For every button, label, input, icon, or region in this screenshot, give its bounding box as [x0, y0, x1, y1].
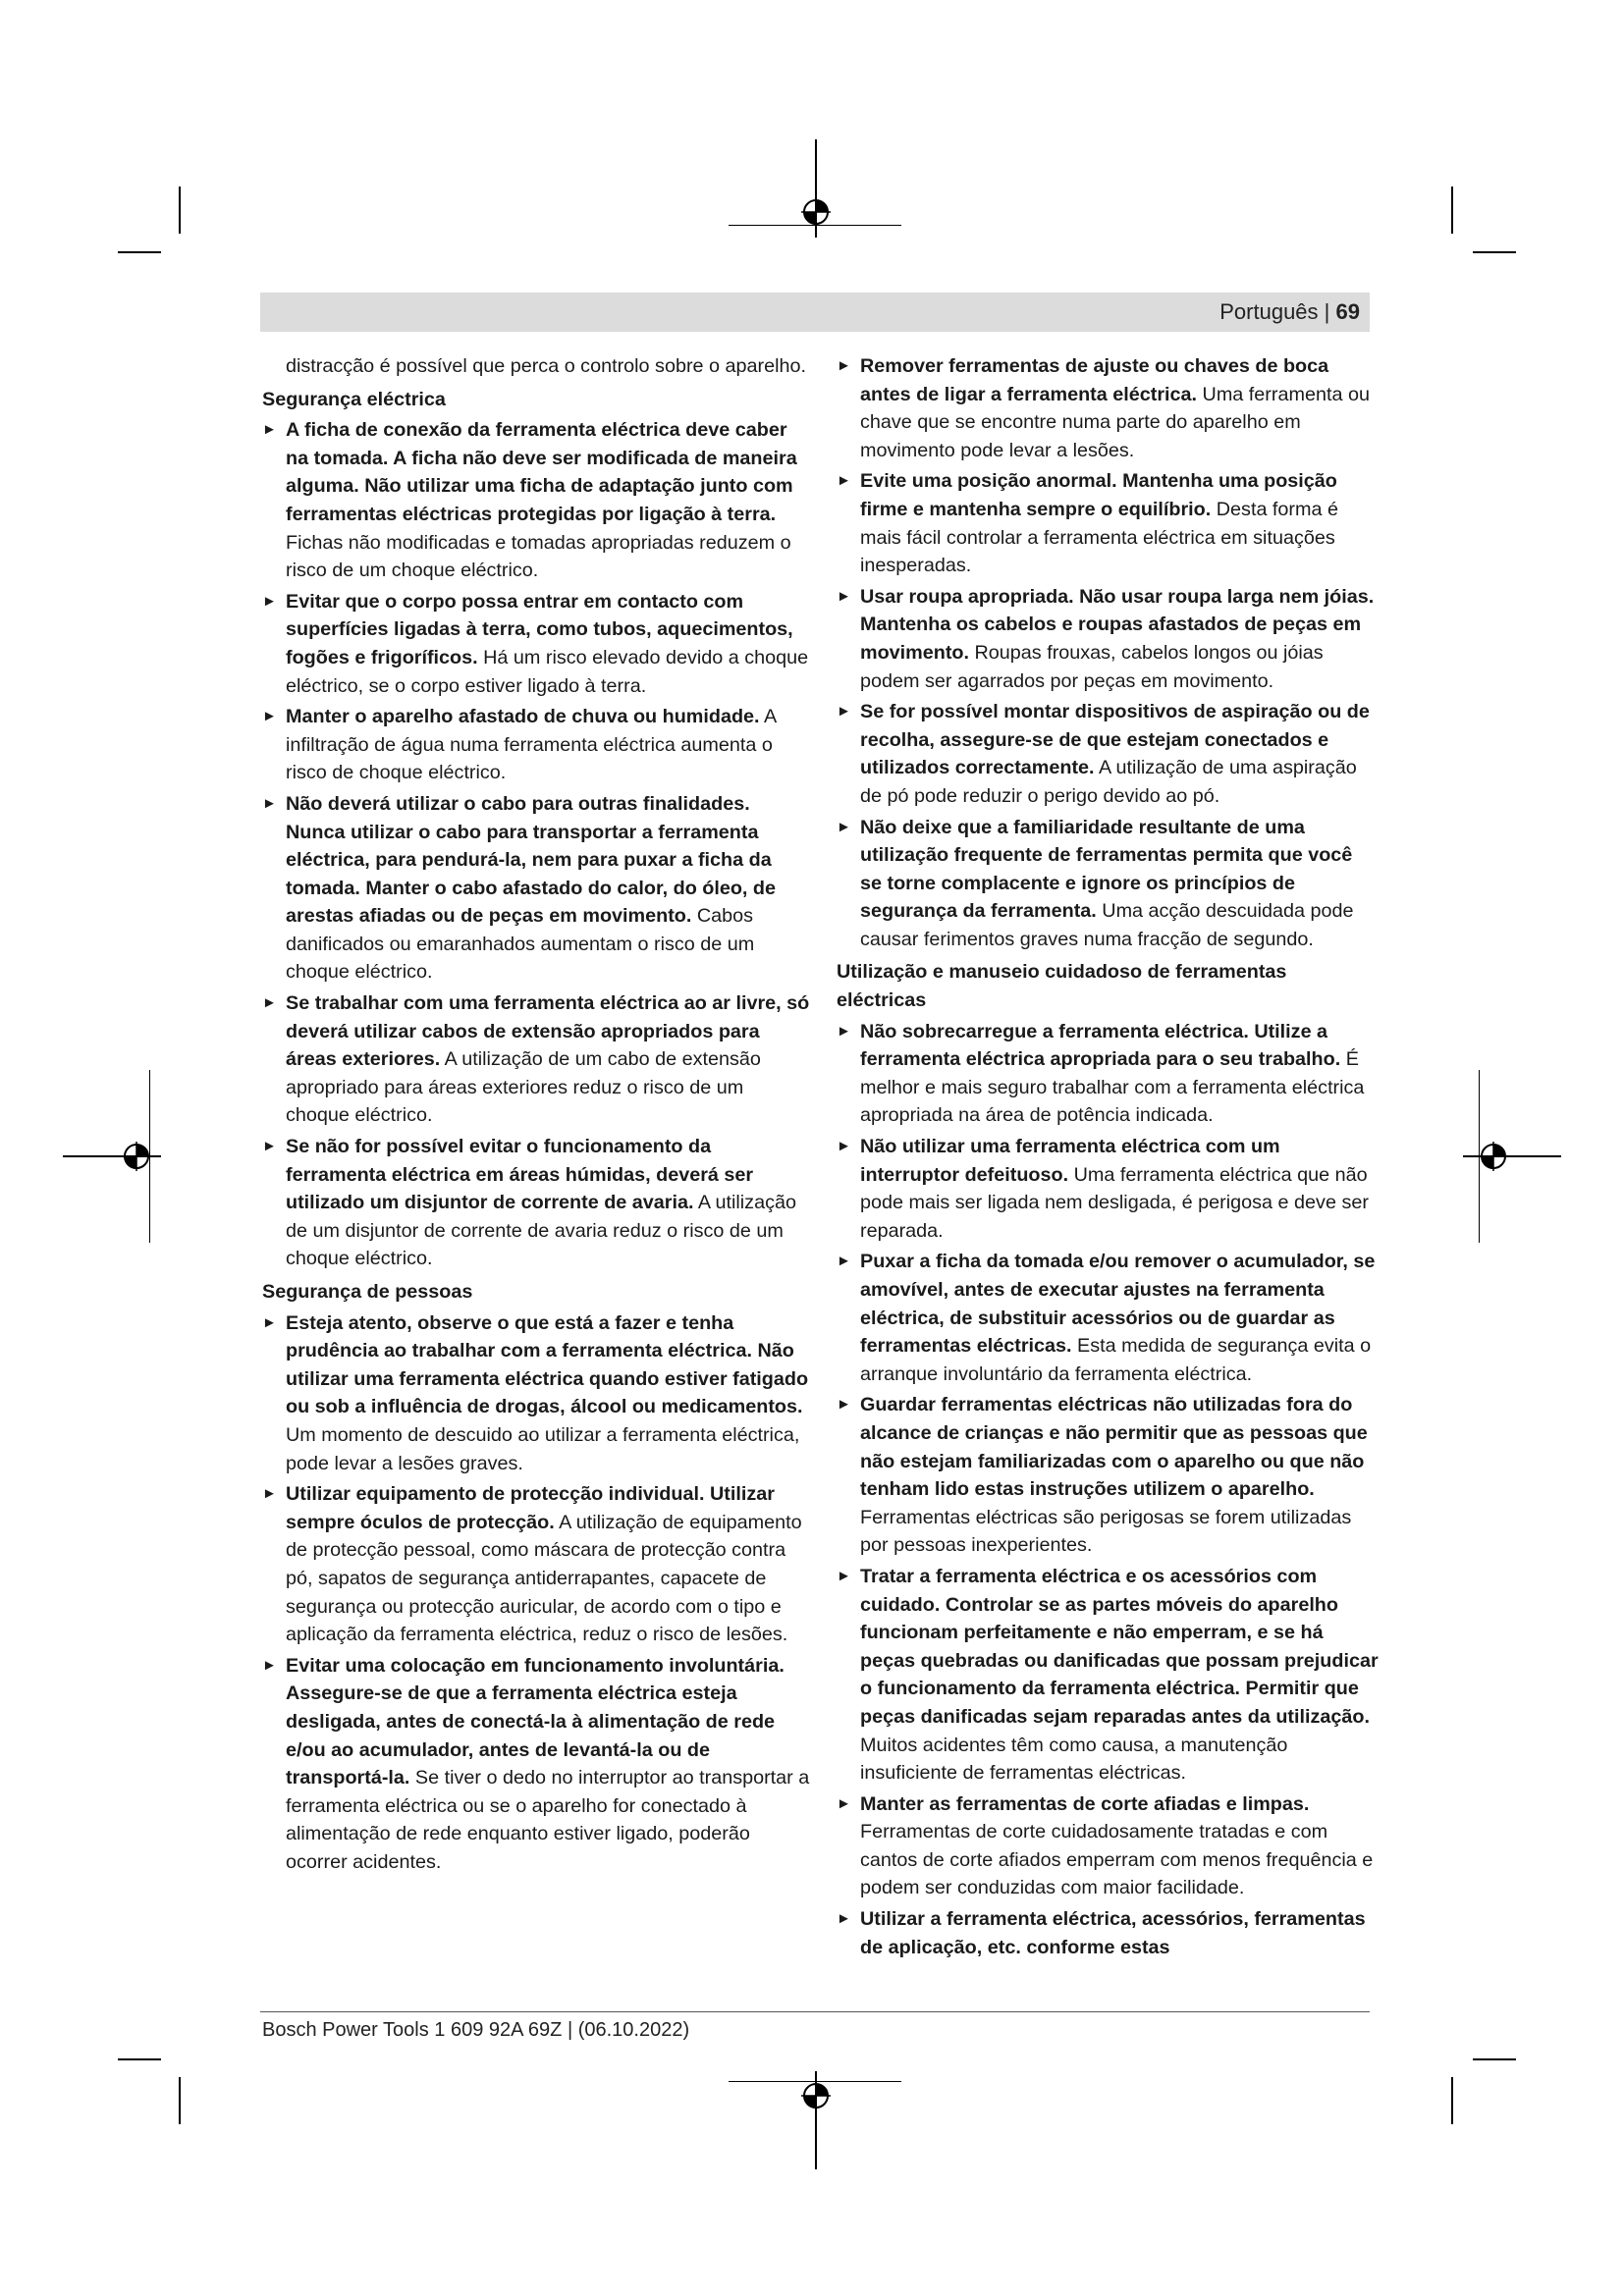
- header-separator: |: [1324, 299, 1330, 324]
- registration-target-icon: [1479, 1142, 1508, 1171]
- bullet-arrow-icon: ►: [262, 421, 277, 439]
- right-column: [837, 352, 1379, 1964]
- crop-mark: [179, 187, 181, 234]
- intro-text: distracção é possível que perca o controlo sobre o aparelho.: [286, 355, 807, 377]
- electrical-list: [262, 416, 812, 1273]
- use-list: [837, 1018, 1379, 1962]
- bullet-arrow-icon: ►: [837, 1138, 851, 1155]
- bullet-arrow-icon: ►: [837, 1396, 851, 1414]
- list-item: ► Evitar uma colocação em funcionamento involuntária. Assegure-se de que a ferramenta eléctrica esteja desligada, antes de conectá-la à alimentação de rede e/ou ao acumulador, antes de levantá-la ou de transportá-la. Se tiver o dedo no interruptor ao transportar a ferramenta eléctrica ou se o aparelho for conectado à alimentação de rede enquanto estiver ligado, poderão ocorrer acidentes.: [262, 1652, 812, 1877]
- list-item: ► Remover ferramentas de ajuste ou chaves de boca antes de ligar a ferramenta eléctrica. Uma ferramenta ou chave que se encontre numa parte do aparelho em movimento pode levar a lesões.: [837, 352, 1379, 464]
- header-text: [1219, 299, 1360, 325]
- bullet-arrow-icon: ►: [262, 1313, 277, 1331]
- section-heading-electrical: Segurança eléctrica: [262, 388, 446, 410]
- list-item: ► Puxar a ficha da tomada e/ou remover o acumulador, se amovível, antes de executar ajustes na ferramenta eléctrica, de substituir acessórios ou de guardar as ferramentas eléctricas. Esta medida de segurança evita o arranque involuntário da ferramenta eléctrica.: [837, 1248, 1379, 1388]
- list-item: ► Usar roupa apropriada. Não usar roupa larga nem jóias. Mantenha os cabelos e roupas afastados de peças em movimento. Roupas frouxas, cabelos longos ou jóias podem ser agarrados por peças em movimento.: [837, 583, 1379, 695]
- bullet-arrow-icon: ►: [837, 472, 851, 490]
- crop-mark: [118, 251, 161, 253]
- list-item: ► Evitar que o corpo possa entrar em contacto com superfícies ligadas à terra, como tubos, aquecimentos, fogões e frigoríficos. Há um risco elevado devido a choque eléctrico, se o corpo estiver ligado à terra.: [262, 588, 812, 700]
- page-number: 69: [1335, 299, 1360, 324]
- page-header: [260, 293, 1370, 332]
- bullet-arrow-icon: ►: [262, 1138, 277, 1155]
- list-item: ► Utilizar equipamento de protecção individual. Utilizar sempre óculos de protecção. A utilização de equipamento de protecção pessoal, como máscara de protecção contra pó, sapatos de segurança antiderrapantes, capacete de segurança ou protecção auricular, de acordo com o tipo e aplicação da ferramenta eléctrica, reduz o risco de lesões.: [262, 1480, 812, 1649]
- list-item: ► Tratar a ferramenta eléctrica e os acessórios com cuidado. Controlar se as partes móveis do aparelho funcionam perfeitamente e não emperram, e se há peças quebradas ou danificadas que possam prejudicar o funcionamento da ferramenta eléctrica. Permitir que peças danificadas sejam reparadas antes da utilização. Muitos acidentes têm como causa, a manutenção insuficiente de ferramentas eléctricas.: [837, 1563, 1379, 1788]
- bullet-arrow-icon: ►: [262, 1485, 277, 1503]
- bullet-arrow-icon: ►: [837, 1567, 851, 1584]
- list-item: ► Evite uma posição anormal. Mantenha uma posição firme e mantenha sempre o equilíbrio. Desta forma é mais fácil controlar a ferramenta eléctrica em situações inesperadas.: [837, 467, 1379, 579]
- list-item: ► Não sobrecarregue a ferramenta eléctrica. Utilize a ferramenta eléctrica apropriada para o seu trabalho. É melhor e mais seguro trabalhar com a ferramenta eléctrica apropriada na área de potência indicada.: [837, 1018, 1379, 1130]
- crop-mark: [1451, 187, 1453, 234]
- crop-mark: [1451, 2077, 1453, 2124]
- left-column: [262, 352, 812, 1879]
- list-item: ► Não deixe que a familiaridade resultante de uma utilização frequente de ferramentas permita que você se torne complacente e ignore os princípios de segurança da ferramenta. Uma acção descuidada pode causar ferimentos graves numa fracção de segundo.: [837, 814, 1379, 954]
- list-item: ► Não utilizar uma ferramenta eléctrica com um interruptor defeituoso. Uma ferramenta eléctrica que não pode mais ser ligada nem desligada, é perigosa e deve ser reparada.: [837, 1133, 1379, 1245]
- crop-mark: [118, 2058, 161, 2060]
- bullet-arrow-icon: ►: [837, 703, 851, 721]
- bullet-arrow-icon: ►: [262, 592, 277, 610]
- bullet-arrow-icon: ►: [837, 818, 851, 835]
- bullet-arrow-icon: ►: [262, 1656, 277, 1674]
- list-item: ► Se não for possível evitar o funcionamento da ferramenta eléctrica em áreas húmidas, deverá ser utilizado um disjuntor de corrente de avaria. A utilização de um disjuntor de corrente de avaria reduz o risco de um choque eléctrico.: [262, 1133, 812, 1273]
- list-item: ► A ficha de conexão da ferramenta eléctrica deve caber na tomada. A ficha não deve ser modificada de maneira alguma. Não utilizar uma ficha de adaptação junto com ferramentas eléctricas protegidas por ligação à terra. Fichas não modificadas e tomadas apropriadas reduzem o risco de um choque eléctrico.: [262, 416, 812, 585]
- bullet-arrow-icon: ►: [262, 994, 277, 1012]
- list-item: ► Não deverá utilizar o cabo para outras finalidades. Nunca utilizar o cabo para transportar a ferramenta eléctrica, para pendurá-la, nem para puxar a ficha da tomada. Manter o cabo afastado do calor, do óleo, de arestas afiadas ou de peças em movimento. Cabos danificados ou emaranhados aumentam o risco de um choque eléctrico.: [262, 790, 812, 987]
- registration-target-icon: [122, 1142, 151, 1171]
- section-heading-persons: Segurança de pessoas: [262, 1281, 473, 1303]
- list-item: ► Guardar ferramentas eléctricas não utilizadas fora do alcance de crianças e não permitir que as pessoas que não estejam familiarizadas com o aparelho ou que não tenham lido estas instruções utilizem o aparelho. Ferramentas eléctricas são perigosas se forem utilizadas por pessoas inexperientes.: [837, 1391, 1379, 1560]
- bullet-arrow-icon: ►: [837, 1022, 851, 1040]
- crop-mark: [179, 2077, 181, 2124]
- list-item: ► Utilizar a ferramenta eléctrica, acessórios, ferramentas de aplicação, etc. conforme estas: [837, 1905, 1379, 1961]
- list-item: ► Manter o aparelho afastado de chuva ou humidade. A infiltração de água numa ferramenta eléctrica aumenta o risco de choque eléctrico.: [262, 703, 812, 787]
- persons-list: [262, 1309, 812, 1877]
- bullet-arrow-icon: ►: [837, 1794, 851, 1812]
- list-item: ► Se trabalhar com uma ferramenta eléctrica ao ar livre, só deverá utilizar cabos de extensão apropriados para áreas exteriores. A utilização de um cabo de extensão apropriado para áreas exteriores reduz o risco de um choque eléctrico.: [262, 989, 812, 1130]
- bullet-arrow-icon: ►: [837, 587, 851, 605]
- registration-target-icon: [801, 197, 831, 227]
- section-heading-use: Utilização e manuseio cuidadoso de ferramentas eléctricas: [837, 961, 1287, 1012]
- bullet-arrow-icon: ►: [837, 357, 851, 374]
- footer-text: Bosch Power Tools 1 609 92A 69Z | (06.10.2022): [262, 2019, 690, 2041]
- persons-list-continued: [837, 352, 1379, 953]
- registration-target-icon: [801, 2081, 831, 2110]
- list-item: ► Manter as ferramentas de corte afiadas e limpas. Ferramentas de corte cuidadosamente tratadas e com cantos de corte afiados emperram com menos frequência e podem ser conduzidas com maior facilidade.: [837, 1790, 1379, 1902]
- footer-divider: [260, 2011, 1370, 2012]
- header-language: Português: [1219, 299, 1319, 324]
- list-item: ► Se for possível montar dispositivos de aspiração ou de recolha, assegure-se de que estejam conectados e utilizados correctamente. A utilização de uma aspiração de pó pode reduzir o perigo devido ao pó.: [837, 698, 1379, 810]
- registration-line: [1463, 1155, 1561, 1157]
- bullet-arrow-icon: ►: [837, 1910, 851, 1928]
- crop-mark: [1473, 2058, 1516, 2060]
- crop-mark: [1473, 251, 1516, 253]
- bullet-arrow-icon: ►: [837, 1253, 851, 1270]
- bullet-arrow-icon: ►: [262, 794, 277, 812]
- list-item: ► Esteja atento, observe o que está a fazer e tenha prudência ao trabalhar com a ferramenta eléctrica. Não utilizar uma ferramenta eléctrica quando estiver fatigado ou sob a influência de drogas, álcool ou medicamentos. Um momento de descuido ao utilizar a ferramenta eléctrica, pode levar a lesões graves.: [262, 1309, 812, 1478]
- bullet-arrow-icon: ►: [262, 708, 277, 725]
